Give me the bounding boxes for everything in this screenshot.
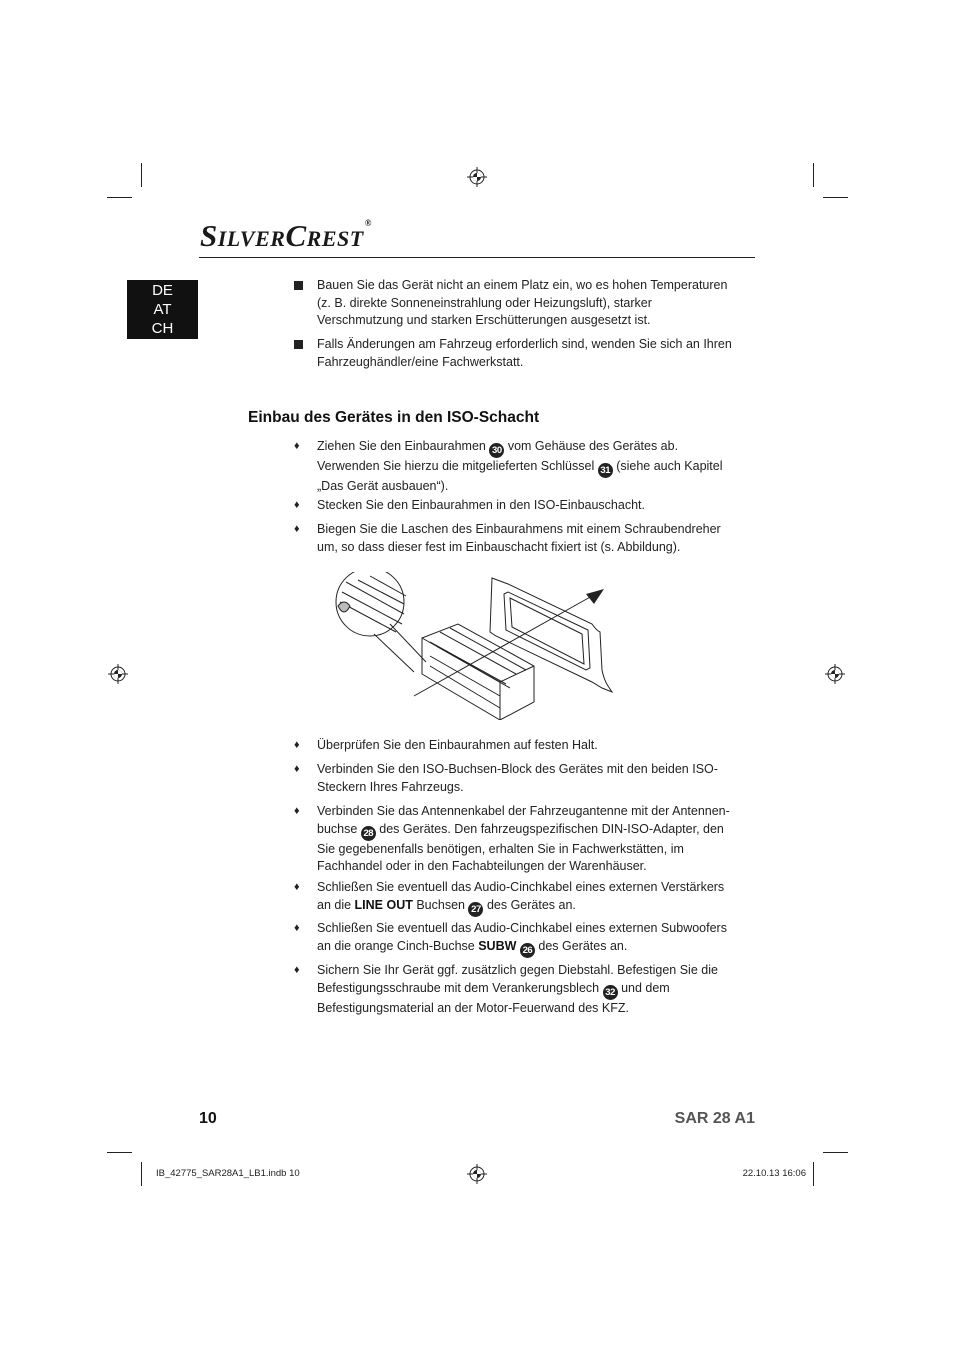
- square-bullet-icon: [294, 277, 303, 297]
- step-item: [294, 962, 734, 1017]
- diamond-bullet-icon: ♦: [294, 499, 300, 511]
- diamond-bullet-icon: ♦: [294, 440, 300, 452]
- language-code: AT: [153, 301, 172, 318]
- step-item: [294, 803, 734, 876]
- crop-mark: [813, 1162, 814, 1186]
- step-text: Verbinden Sie das Antennenkabel der Fahrzeugantenne mit der Antennenbuchse 28 des Gerätes. Den fahrzeugspezifischen DIN-ISO-Adapter, den Sie gegebenenfalls benötigen, erhalten Sie in Fachwerkstätten, im Fachhandel oder in den Fachabteilungen der Warenhäuser.: [317, 804, 730, 873]
- step-text: Stecken Sie den Einbaurahmen in den ISO-Einbauschacht.: [317, 498, 645, 512]
- step-text: Schließen Sie eventuell das Audio-Cinchkabel eines externen Subwoofers an die orange Cinch-Buchse SUBW 26 des Gerätes an.: [317, 921, 727, 956]
- language-code: DE: [152, 282, 173, 299]
- note-item: [294, 336, 734, 371]
- print-slug-file: IB_42775_SAR28A1_LB1.indb 10: [156, 1168, 300, 1179]
- crop-mark: [823, 197, 848, 198]
- language-tab: [127, 280, 198, 339]
- step-item: [294, 761, 734, 796]
- step-item: [294, 879, 734, 917]
- part-number-badge: 30: [489, 443, 504, 458]
- step-item: [294, 438, 734, 496]
- step-item: [294, 521, 734, 556]
- diamond-bullet-icon: ♦: [294, 964, 300, 976]
- step-text: Biegen Sie die Laschen des Einbaurahmens mit einem Schraubendreher um, so dass dieser fest im Einbauschacht fixiert ist (s. Abbildung).: [317, 522, 721, 554]
- part-number-badge: 32: [603, 985, 618, 1000]
- diamond-bullet-icon: ♦: [294, 922, 300, 934]
- registration-mark-icon: [825, 664, 845, 684]
- diamond-bullet-icon: ♦: [294, 881, 300, 893]
- print-slug-date: 22.10.13 16:06: [742, 1168, 806, 1179]
- section-title: Einbau des Gerätes in den ISO-Schacht: [248, 409, 540, 426]
- step-text: Verbinden Sie den ISO-Buchsen-Block des Gerätes mit den beiden ISO-Steckern Ihres Fahrzeugs.: [317, 762, 718, 794]
- part-number-badge: 28: [361, 826, 376, 841]
- note-text: Falls Änderungen am Fahrzeug erforderlich sind, wenden Sie sich an Ihren Fahrzeughändler/eine Fachwerkstatt.: [317, 337, 732, 369]
- step-item: [294, 497, 734, 515]
- header-divider: [199, 257, 755, 258]
- model-name: SAR 28 A1: [674, 1110, 755, 1127]
- crop-mark: [107, 197, 132, 198]
- note-text: Bauen Sie das Gerät nicht an einem Platz ein, wo es hohen Temperaturen (z. B. direkte Sonneneinstrahlung oder Heizungsluft), starker Verschmutzung und starken Erschütterungen ausgesetzt ist.: [317, 278, 728, 327]
- crop-mark: [141, 1162, 142, 1186]
- square-bullet-icon: [294, 336, 303, 356]
- step-item: [294, 920, 734, 958]
- crop-mark: [107, 1152, 132, 1153]
- brand-logo: SILVERCREST®: [200, 218, 372, 253]
- crop-mark: [813, 163, 814, 187]
- registration-mark-icon: [467, 1164, 487, 1184]
- page-number: 10: [199, 1110, 217, 1127]
- step-text: Überprüfen Sie den Einbaurahmen auf festen Halt.: [317, 738, 598, 752]
- step-text: Ziehen Sie den Einbaurahmen 30 vom Gehäuse des Gerätes ab. Verwenden Sie hierzu die mitgelieferten Schlüssel 31 (siehe auch Kapitel „Das Gerät ausbauen“).: [317, 439, 723, 493]
- step-item: [294, 737, 734, 755]
- language-code: CH: [151, 320, 174, 337]
- registration-mark-icon: [467, 167, 487, 187]
- diamond-bullet-icon: ♦: [294, 739, 300, 751]
- part-number-badge: 27: [468, 902, 483, 917]
- step-text: Schließen Sie eventuell das Audio-Cinchkabel eines externen Verstärkers an die LINE OUT Buchsen 27 des Gerätes an.: [317, 880, 725, 915]
- diamond-bullet-icon: ♦: [294, 523, 300, 535]
- registration-mark-icon: [108, 664, 128, 684]
- diamond-bullet-icon: ♦: [294, 763, 300, 775]
- note-item: [294, 277, 734, 330]
- step-text: Sichern Sie Ihr Gerät ggf. zusätzlich gegen Diebstahl. Befestigen Sie die Befestigungsschraube mit dem Verankerungsblech 32 und dem Befestigungsmaterial an der Motor-Feuerwand des KFZ.: [317, 963, 718, 1015]
- installation-illustration: [330, 572, 620, 720]
- crop-mark: [823, 1152, 848, 1153]
- part-number-badge: 26: [520, 943, 535, 958]
- crop-mark: [141, 163, 142, 187]
- diamond-bullet-icon: ♦: [294, 805, 300, 817]
- part-number-badge: 31: [598, 463, 613, 478]
